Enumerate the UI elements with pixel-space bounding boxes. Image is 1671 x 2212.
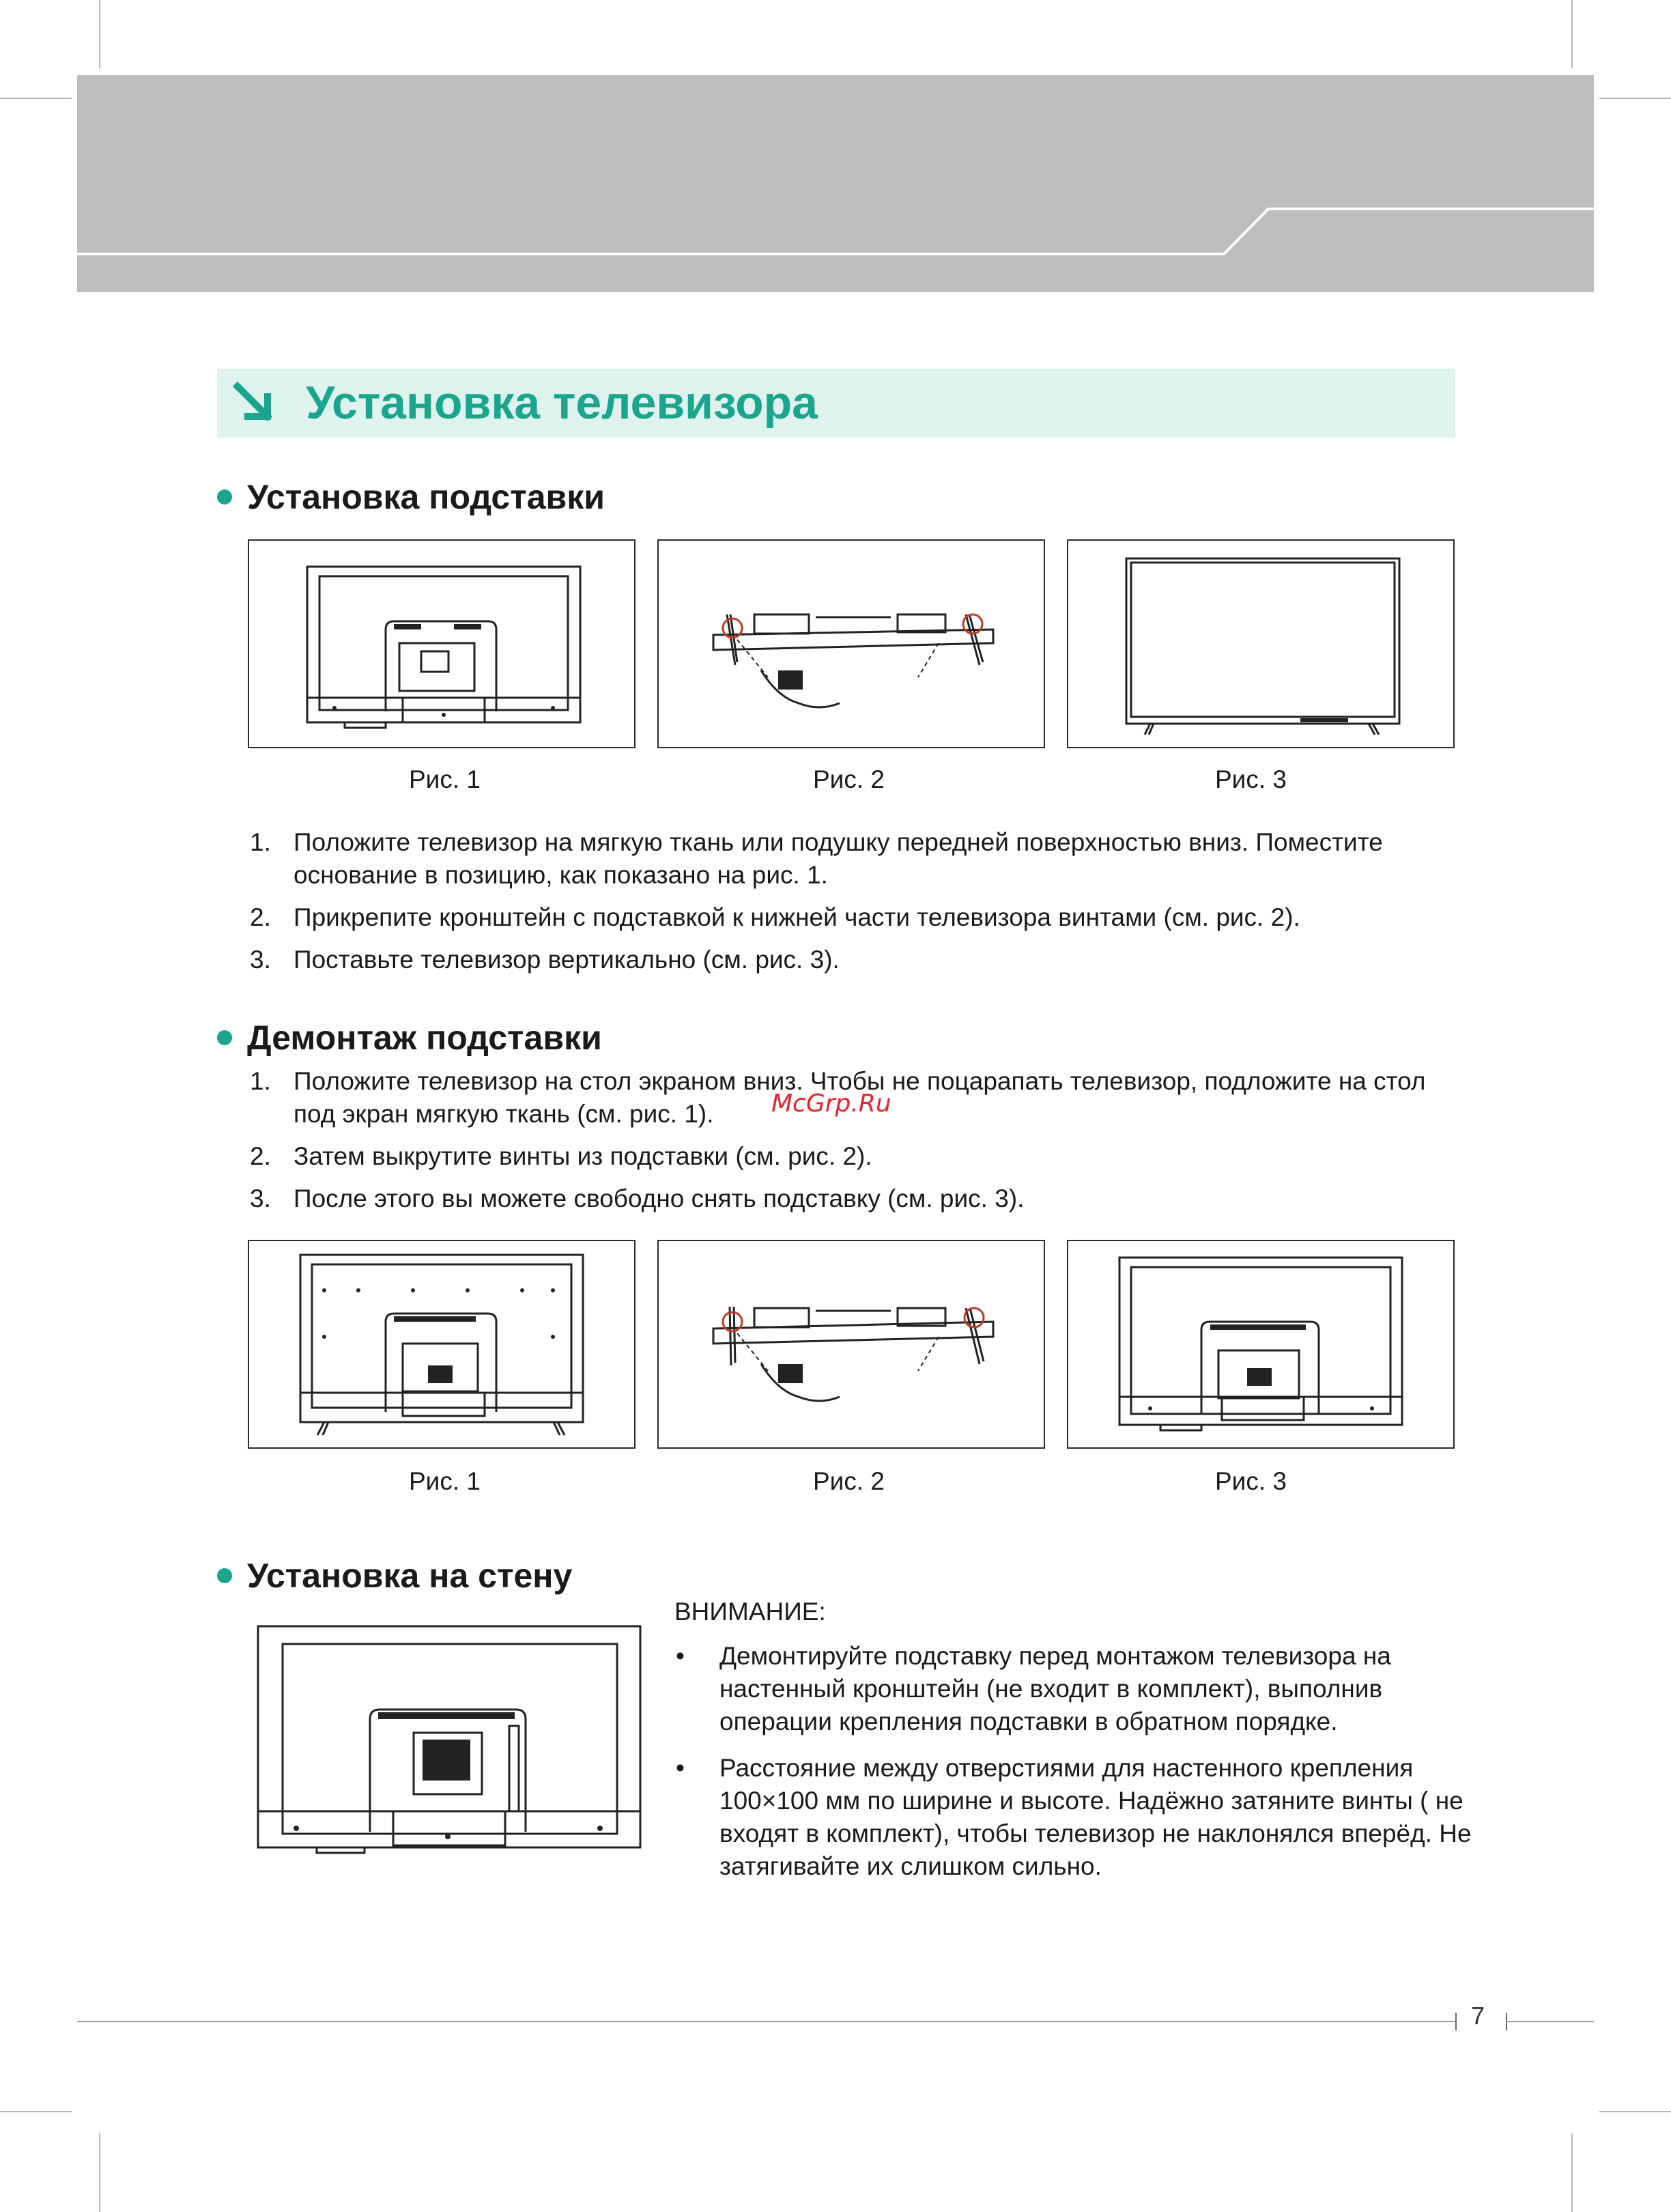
bullet-dot-icon bbox=[217, 1568, 232, 1583]
crop-mark bbox=[99, 2133, 100, 2212]
note-text: Демонтируйте подставку перед монтажом телевизора на настенный кронштейн (не входит в комплект), выполнив операции крепления подставки в обратном порядке. bbox=[719, 1642, 1391, 1735]
list-item bbox=[674, 1640, 1487, 1738]
wall-mount-notes bbox=[674, 1640, 1487, 1897]
crop-mark bbox=[0, 98, 72, 99]
step-number: 1. bbox=[250, 1067, 271, 1095]
footer-divider bbox=[1506, 2021, 1594, 2022]
tv-back-drawing bbox=[249, 541, 634, 747]
figure-caption: Рис. 3 bbox=[1215, 1467, 1287, 1495]
figure-tv-back-with-legs bbox=[248, 1240, 635, 1449]
section-heading-text: Установка на стену bbox=[247, 1557, 573, 1595]
stand-install-steps bbox=[246, 826, 1474, 986]
figure-caption: Рис. 3 bbox=[1215, 765, 1287, 793]
list-item bbox=[246, 826, 1474, 892]
note-text: Расстояние между отверстиями для настенного крепления 100×100 мм по ширине и высоте. Надёжно затяните винты ( не входят в комплект), чтобы телевизор не наклонялся вперёд. Не затягивайте их слишком сильно. bbox=[719, 1754, 1472, 1880]
step-text: Прикрепите кронштейн с подставкой к нижней части телевизора винтами (см. рис. 2). bbox=[294, 903, 1300, 931]
step-text: Затем выкрутите винты из подставки (см. рис. 2). bbox=[294, 1142, 872, 1170]
step-text: Положите телевизор на стол экраном вниз. Чтобы не поцарапать телевизор, подложите на стол под экран мягкую ткань (см. рис. 1). bbox=[294, 1067, 1426, 1128]
figure-attach-stand bbox=[657, 539, 1045, 748]
crop-mark bbox=[99, 0, 100, 68]
arrow-down-right-icon bbox=[232, 381, 276, 425]
figure-tv-front-standing bbox=[1067, 539, 1455, 748]
crop-mark bbox=[1599, 98, 1671, 99]
step-number: 3. bbox=[250, 1185, 271, 1213]
figure-caption: Рис. 2 bbox=[813, 1467, 885, 1495]
footer-divider bbox=[77, 2021, 1456, 2022]
attach-stand-drawing bbox=[659, 541, 1044, 747]
section-heading-stand-remove bbox=[217, 1017, 602, 1058]
figure-caption: Рис. 1 bbox=[409, 765, 481, 793]
figure-wall-mount-tv bbox=[255, 1623, 644, 1856]
step-number: 1. bbox=[250, 828, 271, 856]
section-heading-text: Демонтаж подставки bbox=[247, 1019, 602, 1057]
section-heading-stand-install bbox=[217, 477, 605, 517]
bullet-dot-icon bbox=[217, 1030, 232, 1045]
page-title: Установка телевизора bbox=[306, 377, 818, 429]
list-item bbox=[246, 1182, 1474, 1215]
list-item bbox=[674, 1752, 1487, 1883]
tv-back-wall-drawing bbox=[255, 1623, 644, 1856]
page-number: 7 bbox=[1471, 2002, 1485, 2030]
crop-mark bbox=[0, 2111, 72, 2112]
step-text: После этого вы можете свободно снять подставку (см. рис. 3). bbox=[294, 1185, 1025, 1213]
list-item bbox=[246, 1140, 1474, 1173]
bullet-icon: • bbox=[676, 1754, 685, 1782]
banner-decor-line bbox=[77, 75, 1594, 292]
step-text: Поставьте телевизор вертикально (см. рис. 3). bbox=[294, 946, 840, 974]
tv-back-no-stand-drawing bbox=[1068, 1241, 1453, 1447]
figure-caption: Рис. 2 bbox=[813, 765, 885, 793]
crop-mark bbox=[1571, 2133, 1573, 2212]
figure-tv-back-no-stand bbox=[1067, 1240, 1455, 1449]
bullet-dot-icon bbox=[217, 490, 232, 505]
attention-label: ВНИМАНИЕ: bbox=[674, 1598, 826, 1626]
step-number: 3. bbox=[250, 946, 271, 974]
figure-tv-back-stand bbox=[248, 539, 635, 748]
bullet-icon: • bbox=[676, 1642, 685, 1670]
title-bar bbox=[217, 369, 1455, 438]
remove-screws-drawing bbox=[659, 1241, 1044, 1447]
section-heading-wall-mount bbox=[217, 1555, 572, 1596]
step-number: 2. bbox=[250, 1142, 271, 1170]
header-banner bbox=[77, 75, 1594, 292]
step-number: 2. bbox=[250, 903, 271, 931]
section-heading-text: Установка подставки bbox=[247, 478, 605, 516]
list-item bbox=[246, 944, 1474, 976]
tv-front-drawing bbox=[1068, 541, 1453, 747]
footer-tick bbox=[1455, 2013, 1457, 2030]
tv-back-legs-drawing bbox=[249, 1241, 634, 1447]
crop-mark bbox=[1571, 0, 1573, 68]
crop-mark bbox=[1599, 2111, 1671, 2112]
watermark: McGrp.Ru bbox=[771, 1090, 891, 1118]
step-text: Положите телевизор на мягкую ткань или подушку передней поверхностью вниз. Поместите основание в позицию, как показано на рис. 1. bbox=[294, 828, 1383, 889]
figure-remove-screws bbox=[657, 1240, 1045, 1449]
figure-caption: Рис. 1 bbox=[409, 1467, 481, 1495]
list-item bbox=[246, 901, 1474, 934]
